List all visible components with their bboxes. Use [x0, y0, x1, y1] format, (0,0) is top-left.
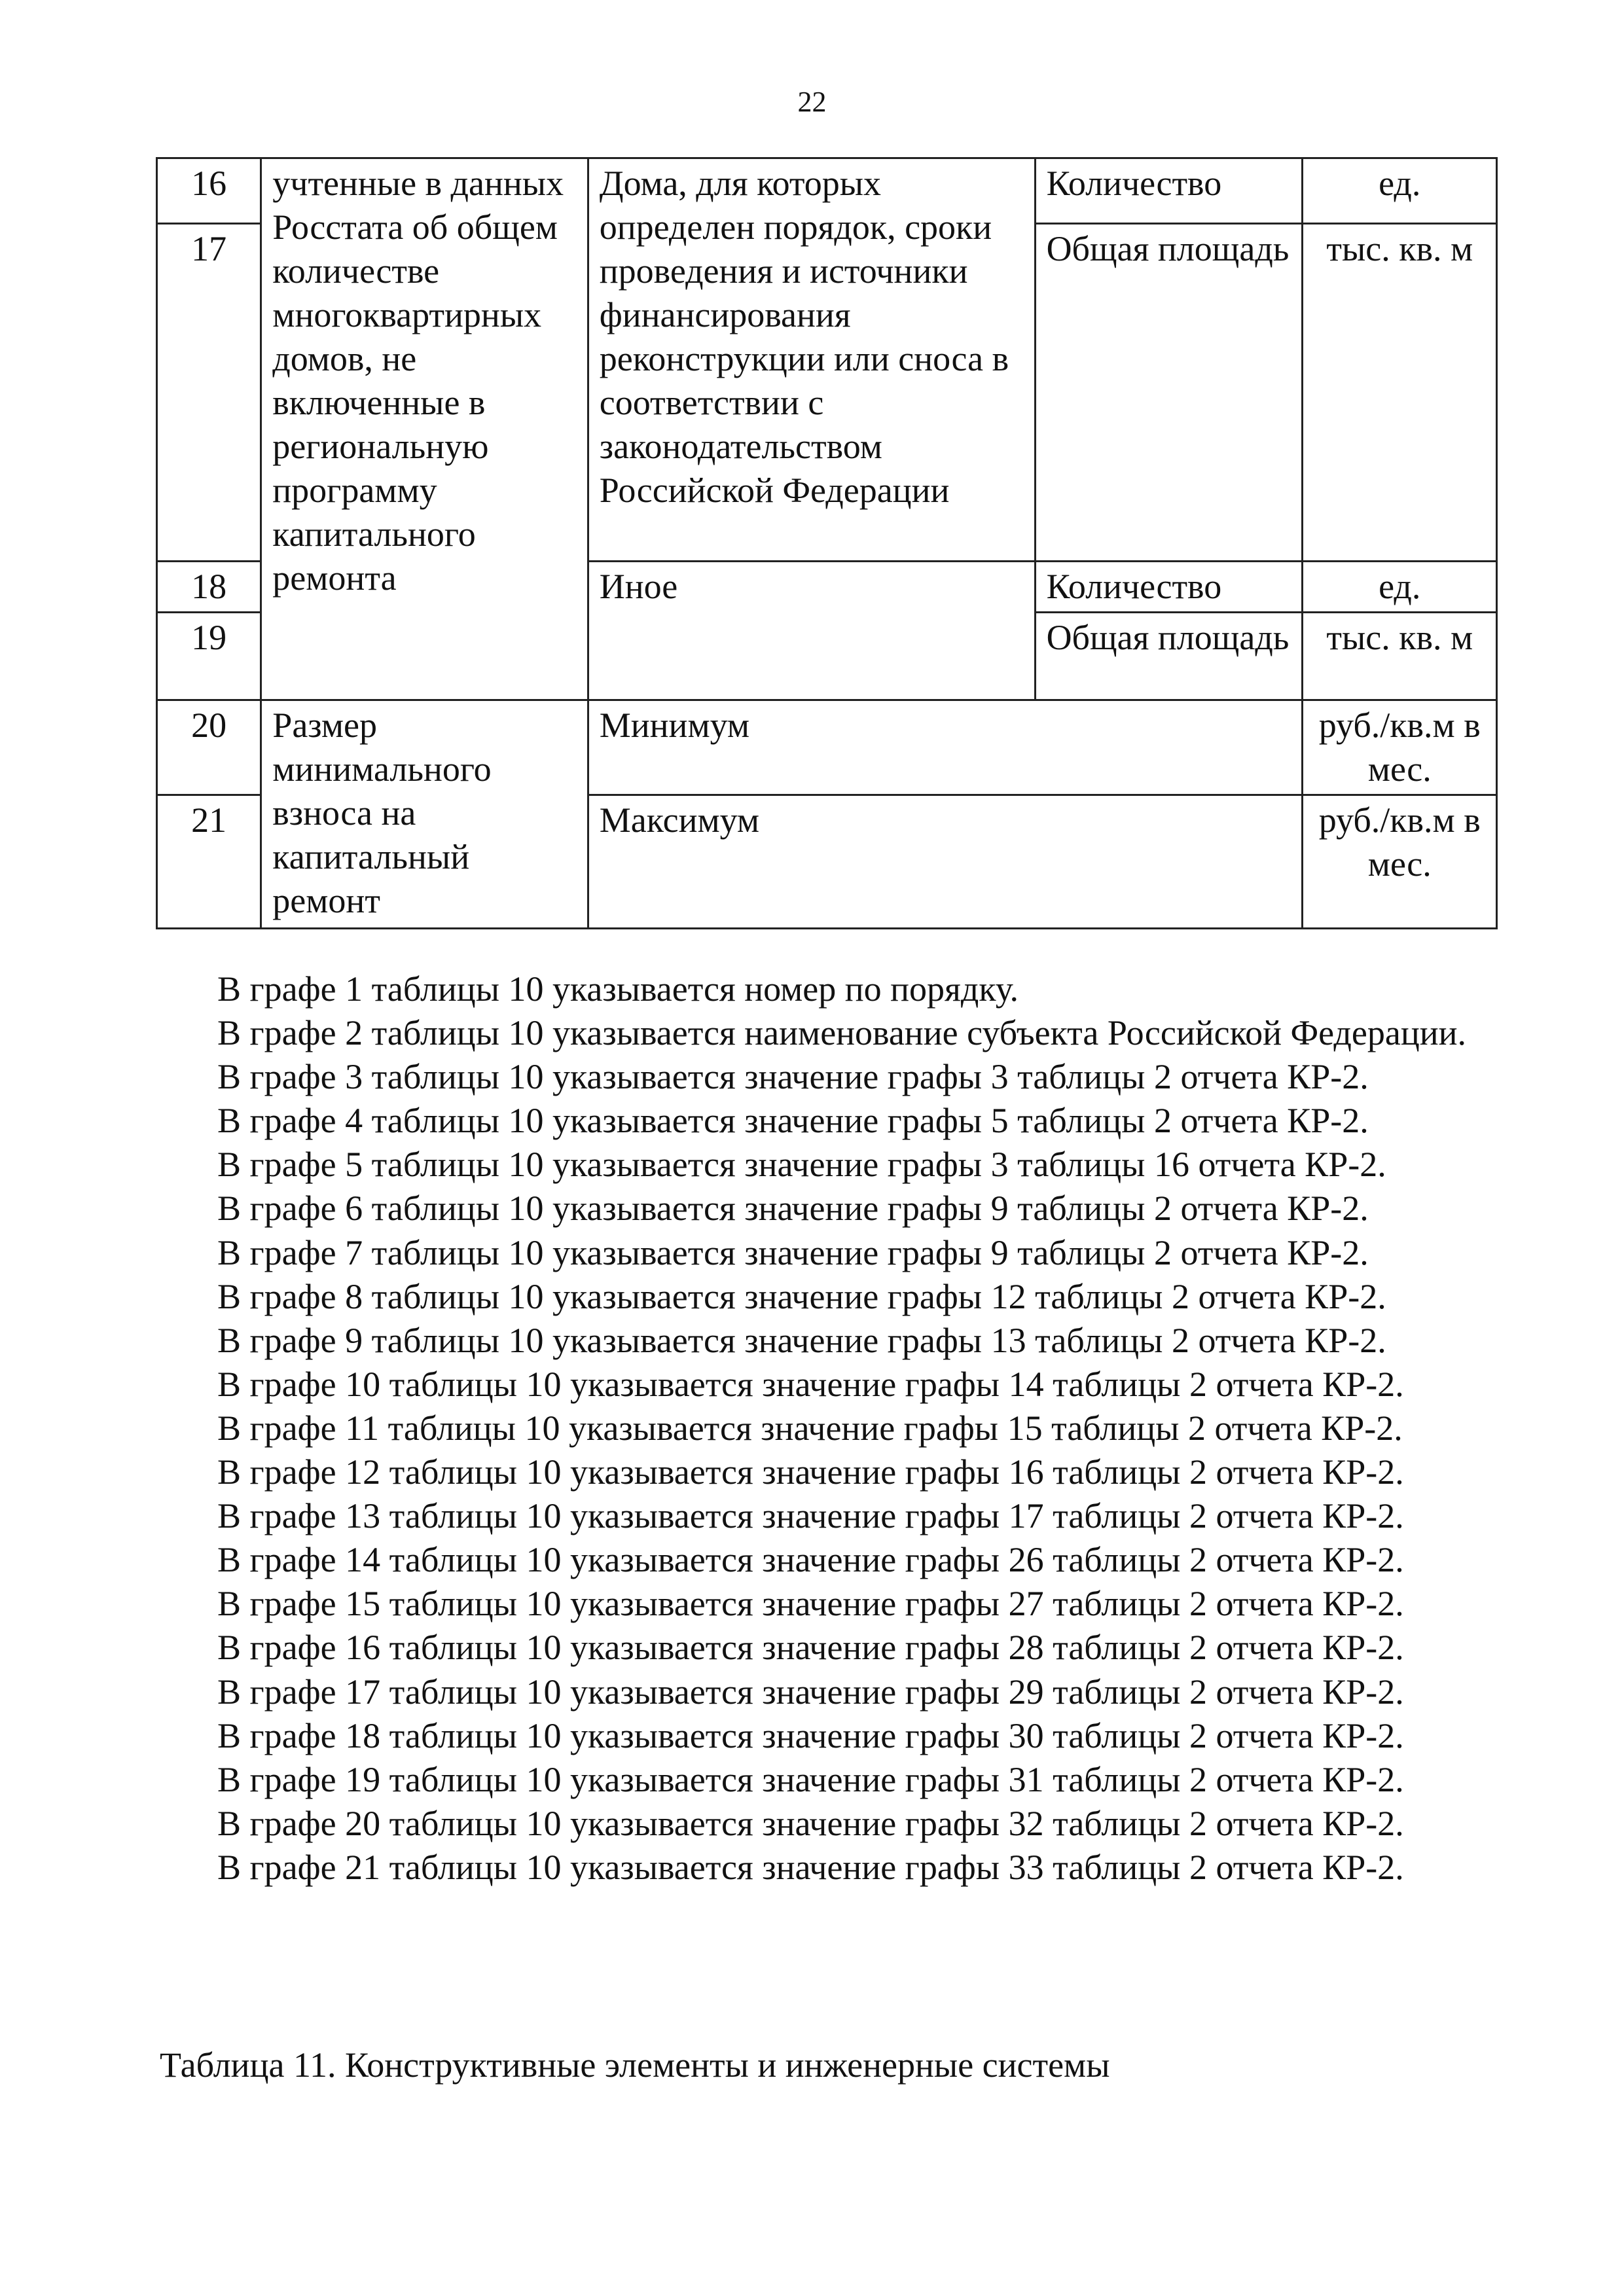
paragraph: В графе 14 таблицы 10 указывается значение графы 26 таблицы 2 отчета КР-2. — [217, 1540, 1404, 1580]
paragraph: В графе 20 таблицы 10 указывается значение графы 32 таблицы 2 отчета КР-2. — [217, 1803, 1404, 1843]
measure-cell: Общая площадь — [1035, 224, 1303, 562]
row-number: 19 — [157, 613, 261, 700]
group-cell: Размер минимального взноса на капитальный ремонт — [261, 700, 588, 929]
row-number: 20 — [157, 700, 261, 795]
measure-cell: Количество — [1035, 158, 1303, 224]
paragraph: В графе 19 таблицы 10 указывается значение графы 31 таблицы 2 отчета КР-2. — [217, 1759, 1404, 1799]
unit-cell: ед. — [1303, 158, 1497, 224]
row-number: 17 — [157, 224, 261, 562]
paragraph: В графе 15 таблицы 10 указывается значение графы 27 таблицы 2 отчета КР-2. — [217, 1584, 1404, 1624]
row-number: 16 — [157, 158, 261, 224]
paragraph: В графе 16 таблицы 10 указывается значение графы 28 таблицы 2 отчета КР-2. — [217, 1628, 1404, 1668]
paragraph: В графе 11 таблицы 10 указывается значение графы 15 таблицы 2 отчета КР-2. — [217, 1408, 1403, 1448]
paragraph: В графе 7 таблицы 10 указывается значение графы 9 таблицы 2 отчета КР-2. — [217, 1232, 1369, 1272]
category-cell: Минимум — [588, 700, 1303, 795]
paragraph: В графе 13 таблицы 10 указывается значение графы 17 таблицы 2 отчета КР-2. — [217, 1496, 1404, 1536]
paragraph: В графе 6 таблицы 10 указывается значение графы 9 таблицы 2 отчета КР-2. — [217, 1189, 1369, 1229]
paragraph: В графе 1 таблицы 10 указывается номер по порядку. — [217, 969, 1019, 1009]
unit-cell: ед. — [1303, 562, 1497, 613]
group-cell: учтенные в данных Росстата об общем количестве многоквартирных домов, не включенные в региональную программу капитального ремонта — [261, 158, 588, 700]
row-number: 18 — [157, 562, 261, 613]
paragraph: В графе 5 таблицы 10 указывается значение графы 3 таблицы 16 отчета КР-2. — [217, 1145, 1386, 1185]
paragraph: В графе 21 таблицы 10 указывается значение графы 33 таблицы 2 отчета КР-2. — [217, 1847, 1404, 1887]
paragraph: В графе 18 таблицы 10 указывается значение графы 30 таблицы 2 отчета КР-2. — [217, 1715, 1404, 1755]
subgroup-cell: Иное — [588, 562, 1035, 700]
paragraph: В графе 12 таблицы 10 указывается значение графы 16 таблицы 2 отчета КР-2. — [217, 1452, 1404, 1492]
paragraph: В графе 3 таблицы 10 указывается значение графы 3 таблицы 2 отчета КР-2. — [217, 1057, 1369, 1097]
measure-cell: Общая площадь — [1035, 613, 1303, 700]
unit-cell: руб./кв.м в мес. — [1303, 700, 1497, 795]
unit-cell: руб./кв.м в мес. — [1303, 795, 1497, 929]
measure-cell: Количество — [1035, 562, 1303, 613]
table-row — [157, 158, 1497, 224]
paragraph: В графе 17 таблицы 10 указывается значение графы 29 таблицы 2 отчета КР-2. — [217, 1672, 1404, 1712]
paragraph: В графе 10 таблицы 10 указывается значение графы 14 таблицы 2 отчета КР-2. — [217, 1364, 1404, 1404]
paragraph: В графе 2 таблицы 10 указывается наименование субъекта Российской Федерации. — [217, 1013, 1467, 1053]
page-number: 22 — [797, 86, 827, 118]
category-cell: Максимум — [588, 795, 1303, 929]
subgroup-cell: Дома, для которых определен порядок, сроки проведения и источники финансирования реконструкции или сноса в соответствии с законодательством Российской Федерации — [588, 158, 1035, 562]
body-text — [160, 967, 1495, 1890]
paragraph: В графе 8 таблицы 10 указывается значение графы 12 таблицы 2 отчета КР-2. — [217, 1276, 1386, 1316]
unit-cell: тыс. кв. м — [1303, 613, 1497, 700]
data-table — [156, 157, 1498, 929]
table-row — [157, 700, 1497, 795]
unit-cell: тыс. кв. м — [1303, 224, 1497, 562]
paragraph: В графе 4 таблицы 10 указывается значение графы 5 таблицы 2 отчета КР-2. — [217, 1101, 1369, 1141]
table-caption: Таблица 11. Конструктивные элементы и инженерные системы — [160, 2045, 1110, 2085]
paragraph: В графе 9 таблицы 10 указывается значение графы 13 таблицы 2 отчета КР-2. — [217, 1320, 1386, 1360]
row-number: 21 — [157, 795, 261, 929]
